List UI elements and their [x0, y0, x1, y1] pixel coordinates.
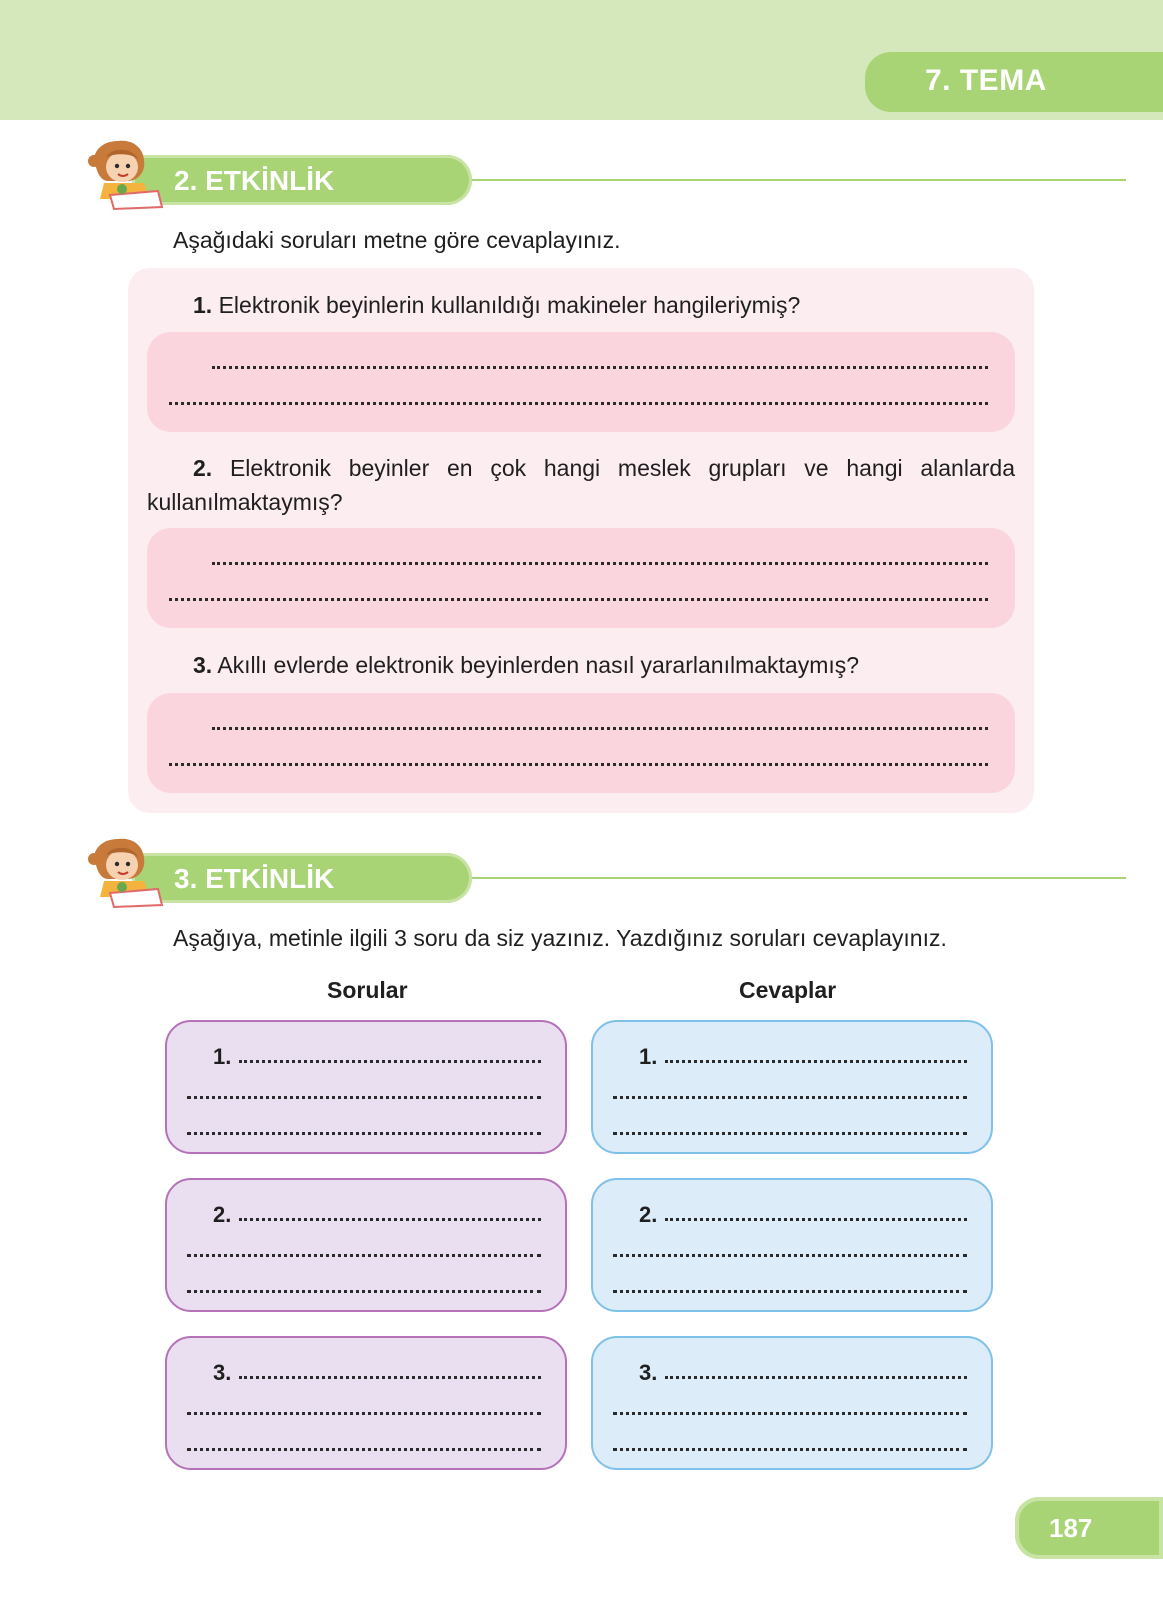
answer-1-line-1[interactable] [212, 364, 988, 369]
question-card-2[interactable] [165, 1178, 567, 1312]
card-number: 3. [639, 1360, 658, 1385]
question-2-number: 2. [193, 455, 213, 481]
write-line[interactable] [239, 1376, 541, 1379]
write-line[interactable] [665, 1376, 967, 1379]
question-1-text: Elektronik beyinlerin kullanıldığı makineler hangileriymiş? [218, 292, 801, 318]
answer-card-2[interactable] [591, 1178, 993, 1312]
theme-label: 7. TEMA [925, 64, 1047, 97]
question-1-number: 1. [193, 292, 213, 318]
activity-2-rule [358, 179, 1126, 181]
question-3 [193, 648, 859, 682]
write-line[interactable] [665, 1218, 967, 1221]
girl-reading-icon [88, 835, 168, 909]
write-line[interactable] [187, 1448, 541, 1451]
activity-3-rule [358, 877, 1126, 879]
activity-3-header [88, 853, 1038, 923]
answer-card-1[interactable] [591, 1020, 993, 1154]
activity-2-title: 2. ETKİNLİK [174, 165, 335, 196]
question-3-text: Akıllı evlerde elektronik beyinlerden nasıl yararlanılmaktaymış? [217, 652, 860, 678]
write-line[interactable] [613, 1412, 967, 1415]
question-2-text: Elektronik beyinler en çok hangi meslek grupları ve hangi alanlarda kullanılmaktaymış? [147, 455, 1015, 515]
write-line[interactable] [613, 1448, 967, 1451]
question-card-3[interactable] [165, 1336, 567, 1470]
question-3-number: 3. [193, 652, 213, 678]
girl-reading-icon [88, 137, 168, 211]
activity-3-title: 3. ETKİNLİK [174, 863, 335, 894]
question-2 [147, 451, 1015, 519]
activity-2-header [88, 155, 1038, 225]
page-number-tab [1015, 1497, 1163, 1559]
write-line[interactable] [187, 1290, 541, 1293]
card-number: 2. [639, 1202, 658, 1227]
write-line[interactable] [239, 1060, 541, 1063]
answer-1-line-2[interactable] [169, 400, 988, 405]
question-card-1[interactable] [165, 1020, 567, 1154]
write-line[interactable] [613, 1254, 967, 1257]
theme-tab [865, 52, 1163, 112]
answer-2-line-2[interactable] [169, 596, 988, 601]
answer-box-3[interactable] [147, 693, 1015, 793]
card-number: 3. [213, 1360, 232, 1385]
write-line[interactable] [187, 1412, 541, 1415]
answer-card-3[interactable] [591, 1336, 993, 1470]
activity-2-instruction: Aşağıdaki soruları metne göre cevaplayınız. [173, 227, 621, 253]
write-line[interactable] [665, 1060, 967, 1063]
card-number: 1. [213, 1044, 232, 1069]
page-number: 187 [1049, 1513, 1093, 1543]
write-line[interactable] [187, 1254, 541, 1257]
write-line[interactable] [187, 1096, 541, 1099]
card-number: 2. [213, 1202, 232, 1227]
answer-box-2[interactable] [147, 528, 1015, 628]
write-line[interactable] [239, 1218, 541, 1221]
questions-column-heading: Sorular [327, 977, 408, 1003]
card-number: 1. [639, 1044, 658, 1069]
question-1 [193, 288, 800, 322]
answers-column-heading: Cevaplar [739, 977, 837, 1003]
answer-2-line-1[interactable] [212, 560, 988, 565]
answer-3-line-2[interactable] [169, 761, 988, 766]
write-line[interactable] [187, 1132, 541, 1135]
write-line[interactable] [613, 1096, 967, 1099]
write-line[interactable] [613, 1290, 967, 1293]
answer-3-line-1[interactable] [212, 725, 988, 730]
answer-box-1[interactable] [147, 332, 1015, 432]
activity-3-instruction: Aşağıya, metinle ilgili 3 soru da siz yazınız. Yazdığınız soruları cevaplayınız. [173, 925, 947, 951]
write-line[interactable] [613, 1132, 967, 1135]
